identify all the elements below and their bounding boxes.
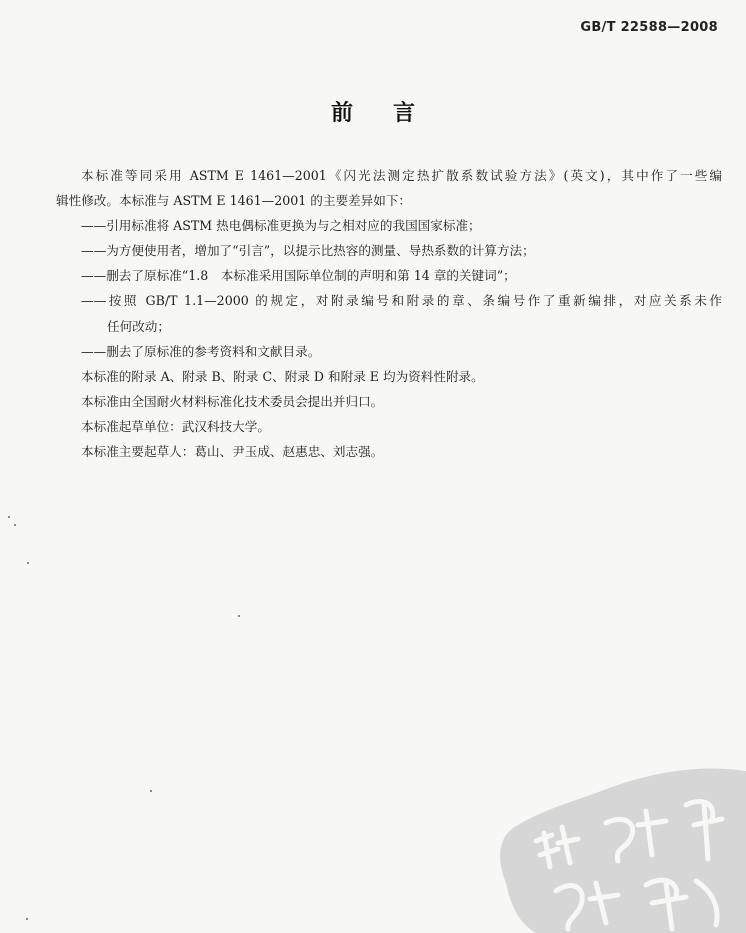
title-char-2: 言 bbox=[393, 101, 416, 126]
paragraph-line: 本标准主要起草人：葛山、尹玉成、赵惠忠、刘志强。 bbox=[81, 444, 384, 460]
foreword-body bbox=[56, 163, 722, 464]
list-item: ——按照 GB/T 1.1—2000 的规定，对附录编号和附录的章、条编号作了重新编排，对应关系未作 bbox=[81, 293, 722, 309]
paragraph-line: 辑性修改。本标准与 ASTM E 1461—2001 的主要差异如下： bbox=[56, 193, 412, 209]
list-item: ——引用标准将 ASTM 热电偶标准更换为与之相对应的我国国家标准； bbox=[81, 218, 481, 234]
title-char-1: 前 bbox=[330, 101, 353, 126]
paragraph-line: 本标准的附录 A、附录 B、附录 C、附录 D 和附录 E 均为资料性附录。 bbox=[81, 368, 484, 384]
standard-number: GB/T 22588—2008 bbox=[580, 20, 718, 35]
watermark-seal-icon bbox=[496, 763, 746, 933]
page-title bbox=[0, 96, 746, 127]
paragraph-line: 本标准等同采用 ASTM E 1461—2001《闪光法测定热扩散系数试验方法》(英文)，其中作了一些编 bbox=[81, 168, 722, 183]
paragraph-line: 本标准由全国耐火材料标准化技术委员会提出并归口。 bbox=[81, 393, 384, 409]
list-item-continuation: 任何改动； bbox=[107, 318, 170, 334]
list-item: ——删去了原标准的参考资料和文献目录。 bbox=[81, 343, 321, 359]
paragraph-line: 本标准起草单位：武汉科技大学。 bbox=[81, 418, 270, 434]
list-item: ——删去了原标准“1.8 本标准采用国际单位制的声明和第 14 章的关键词”； bbox=[81, 268, 516, 284]
list-item: ——为方便使用者，增加了“引言”，以提示比热容的测量、导热系数的计算方法； bbox=[81, 243, 535, 259]
